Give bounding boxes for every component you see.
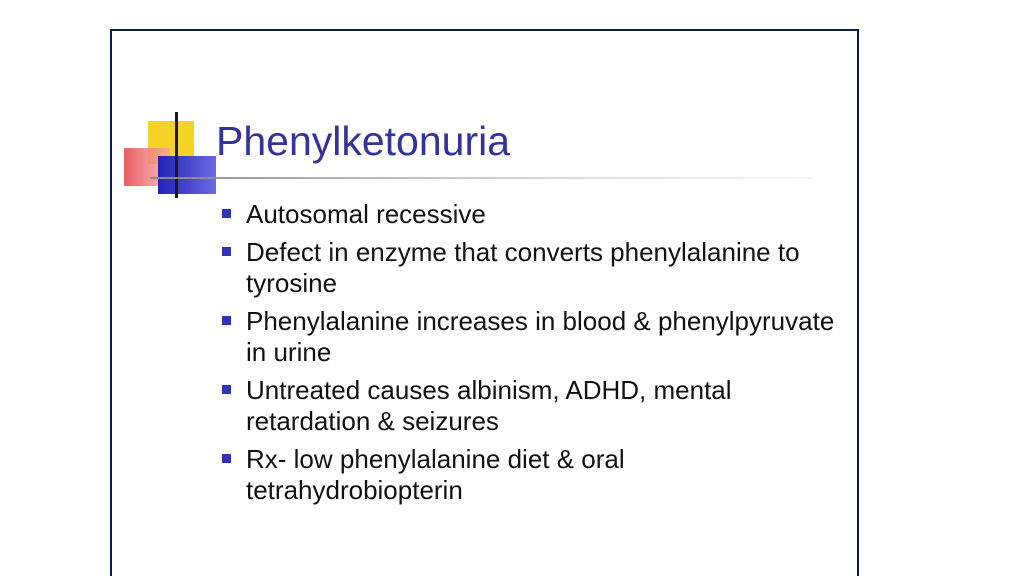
square-bullet-icon xyxy=(222,385,231,394)
bullet-text: Phenylalanine increases in blood & phenylpyruvate in urine xyxy=(246,306,835,367)
bullet-item xyxy=(220,444,840,506)
bullet-text: Rx- low phenylalanine diet & oral tetrahydrobiopterin xyxy=(246,444,625,505)
bullet-list xyxy=(220,199,840,513)
square-bullet-icon xyxy=(222,209,231,218)
square-bullet-icon xyxy=(222,316,231,325)
bullet-text: Defect in enzyme that converts phenylalanine to tyrosine xyxy=(246,237,800,298)
bullet-text: Untreated causes albinism, ADHD, mental retardation & seizures xyxy=(246,375,732,436)
slide-title: Phenylketonuria xyxy=(216,118,511,164)
bullet-item xyxy=(220,375,840,437)
bullet-item xyxy=(220,237,840,299)
bullet-item xyxy=(220,306,840,368)
bullet-text: Autosomal recessive xyxy=(246,199,486,229)
square-bullet-icon xyxy=(222,454,231,463)
bullet-item xyxy=(220,199,840,230)
square-bullet-icon xyxy=(222,247,231,256)
